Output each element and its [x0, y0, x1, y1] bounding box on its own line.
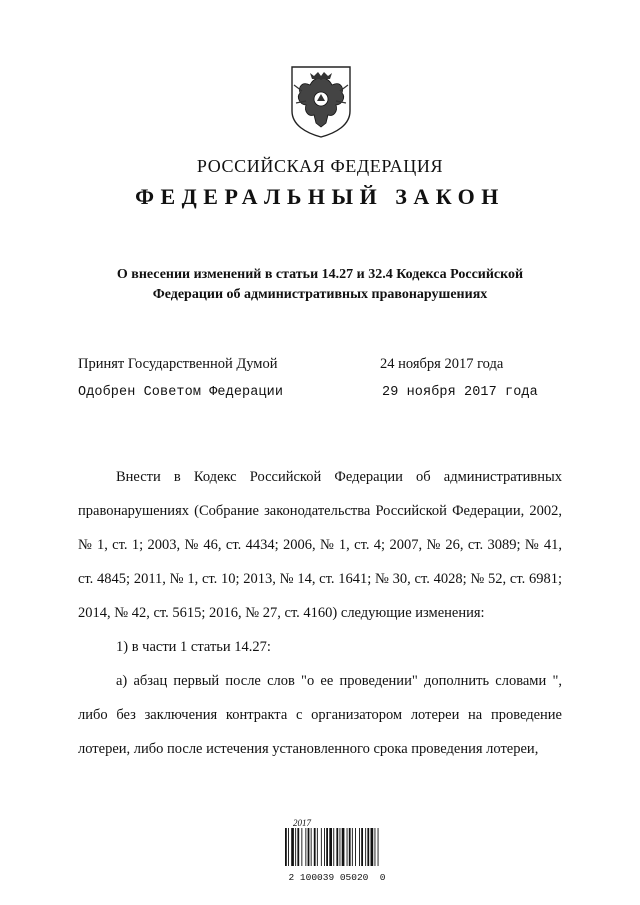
- body-item-1a: а) абзац первый после слов "о ее проведении" дополнить словами ", либо без заключения контракта с организатором лотереи на проведение лотереи, либо после истечения установленного срока проведения лотереи,: [78, 673, 562, 757]
- duma-adoption-date: 24 ноября 2017 года: [380, 356, 504, 372]
- body-item-1: 1) в части 1 статьи 14.27:: [116, 639, 271, 655]
- subject-line-2: Федерации об административных правонарушениях: [152, 287, 488, 302]
- barcode-digits: 2 100039 05020 0: [288, 872, 386, 883]
- subject-line-1: О внесении изменений в статьи 14.27 и 32.4 Кодекса Российской: [116, 267, 524, 282]
- russian-coat-of-arms-emblem: [288, 63, 354, 139]
- barcode-icon: [283, 828, 391, 866]
- document-barcode: [283, 818, 391, 883]
- council-approval-date: 29 ноября 2017 года: [382, 385, 538, 400]
- law-body: [78, 460, 562, 766]
- council-approval-label: Одобрен Советом Федерации: [78, 385, 284, 400]
- document-type-title: ФЕДЕРАЛЬНЫЙ ЗАКОН: [135, 184, 505, 209]
- barcode-mark: 2017: [293, 818, 311, 828]
- law-subject-title: [90, 265, 550, 305]
- country-name: РОССИЙСКАЯ ФЕДЕРАЦИЯ: [196, 156, 444, 176]
- body-paragraph-intro: Внести в Кодекс Российской Федерации об административных правонарушениях (Собрание законодательства Российской Федерации, 2002, № 1, ст. 1; 2003, № 46, ст. 4434; 2006, № 1, ст. 4; 2007, № 26, ст. 3089; № 41, ст. 4845; 2011, № 1, ст. 10; 2013, № 14, ст. 1641; № 30, ст. 4028; № 52, ст. 6981; 2014, № 42, ст. 5615; 2016, № 27, ст. 4160) следующие изменения:: [78, 469, 562, 621]
- duma-adoption-label: Принят Государственной Думой: [78, 356, 278, 372]
